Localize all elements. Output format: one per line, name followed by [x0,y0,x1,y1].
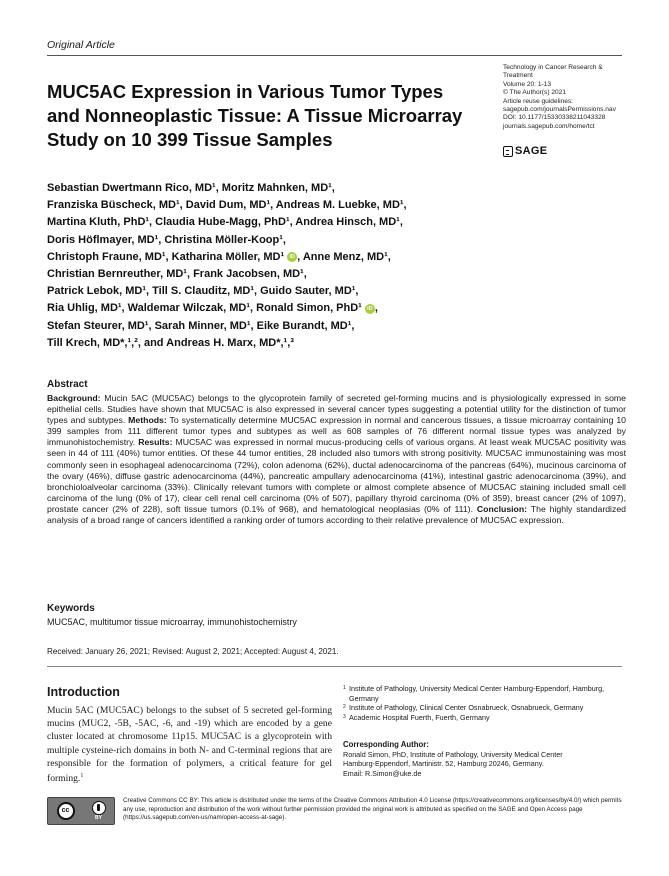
author-line: Stefan Steurer, MD¹, Sarah Minner, MD¹, Eike Burandt, MD¹, [47,319,355,332]
author-list [47,180,527,352]
abstract-methods: To systematically determine MUC5AC expression in normal and cancerous tissues, a tissue microarray containing 10 399 samples from 111 different tumor types and subtypes as well as 608 samples of 76 different normal tissue types was analyzed by immunohistochemistry. [47,415,626,448]
journal-homepage-link[interactable]: journals.sagepub.com/home/tct [503,122,595,130]
journal-info [503,64,633,131]
by-label: BY [95,815,102,821]
abstract-background: Mucin 5AC (MUC5AC) belongs to the glycoprotein family of secreted gel-forming mucins and is physiologically expressed in some epithelial cells. Studies have shown that MUC5AC is also expressed in several cancer types suggesting a potential utility for the distinction of tumor types and subtypes. [47,393,626,426]
author-text: , Anne Menz, MD¹, [297,250,391,263]
cc-by-badge[interactable] [47,797,115,825]
author-line: Sebastian Dwertmann Rico, MD¹, Moritz Mahnken, MD¹, [47,182,335,194]
title-line: Study on 10 399 Tissue Samples [47,129,333,150]
orcid-icon[interactable]: iD [287,252,297,262]
journal-line: © The Author(s) 2021 [503,89,567,97]
abstract-conclusion: The highly standardized analysis of a broad range of cancers identified a ranking order of tumors according to their relative prevalence of MUC5AC expression. [47,503,626,526]
journal-line: Article reuse guidelines: [503,97,574,105]
affiliation-text: Institute of Pathology, University Medical Center Hamburg-Eppendorf, Hamburg, Germany [349,684,605,703]
author-text: Ria Uhlig, MD¹, Waldemar Wilczak, MD¹, Ronald Simon, PhD¹ [47,302,362,315]
author-text: , [374,302,378,315]
author-line: Patrick Lebok, MD¹, Till S. Clauditz, MD¹, Guido Sauter, MD¹, [47,285,359,298]
abstract-results: MUC5AC was expressed in normal mucus-producing cells of various organs. At least weak MUC5AC positivity was seen in 44 of 111 (40%) tumor entities. Of these 44 tumor entities, 28 included also tumors with strong positivity. MUC5AC immunostaining was most commonly seen in esophageal adenocarcinoma (72%), colon adenoma (62%), ductal adenocarcinoma of the pancreas (64%), mucinous carcinoma of the ovary (46%), diffuse gastric adenocarcinoma (44%), pancreatic ampullary adenocarcinoma (41%), intestinal gastric adenocarcinoma (39%), and bronchioloalveolar carcinoma (33%). Clinically relevant tumors with complete or almost complete absence of MUC5AC staining included small cell carcinoma of the lung (0% of 17), clear cell renal cell carcinoma (0% of 507), papillary thyroid carcinoma (0% of 359), breast cancer (2% of 1097), prostate cancer (2% of 228), soft tissue tumors (0.1% of 968), and hematological neoplasias (0% of 111). [47,437,626,514]
section-divider [47,666,622,667]
corresponding-author [343,740,628,778]
author-line: Christian Bernreuther, MD¹, Frank Jacobsen, MD¹, [47,268,307,281]
journal-line: Technology in Cancer Research & [503,64,603,71]
abstract-label-methods: Methods: [128,415,167,426]
affiliation-text: Institute of Pathology, Clinical Center Osnabrueck, Osnabrueck, Germany [349,703,584,713]
license-text: Creative Commons CC BY: This article is distributed under the terms of the Creative Commons Attribution 4.0 License (https://creativecommons.org/licenses/by/4.0/) which permits any use, reproduction and distribution of the work without further permission provided the original work is attributed as specified on the SAGE and Open Access page (https://us.sagepub.com/en-us/nam/open-access-at-sage). [123,797,622,822]
sage-logo [503,145,547,157]
affiliation-number: 3 [343,713,346,720]
by-icon [92,801,106,821]
orcid-icon[interactable]: iD [365,304,375,314]
journal-line: Treatment [503,72,533,80]
sage-logo-icon [503,146,513,157]
license-section [47,797,622,825]
affiliation-item [343,684,628,703]
reference-link[interactable]: 1 [80,773,84,780]
abstract-heading: Abstract [47,379,88,390]
cc-icon: cc [57,802,75,820]
keywords-text: MUC5AC, multitumor tissue microarray, immunohistochemistry [47,617,297,627]
top-divider [47,55,622,56]
author-line: Doris Höflmayer, MD¹, Christina Möller-Koop¹, [47,233,286,246]
abstract-body [47,393,626,526]
abstract-label-conclusion: Conclusion: [476,503,528,514]
person-icon [92,801,106,815]
author-line [47,249,527,266]
introduction-text: Mucin 5AC (MUC5AC) belongs to the subset of 5 secreted gel-forming mucins (MUC2, -5B, -5AC, -6, and -19) which are encoded by a gene cluster located at chromosome 11p15. MUC5AC is a glycoprotein with multiple cysteine-rich domains in both N- and C-terminal regions that are responsible for the formation of polymers, a critical feature for gel forming. [47,705,332,785]
introduction-heading: Introduction [47,685,120,699]
doi[interactable]: DOI: 10.1177/15330338211043328 [503,114,606,122]
affiliations [343,684,628,722]
abstract-label-results: Results: [138,437,173,448]
corresponding-line: Hamburg-Eppendorf, Martinistr. 52, Hamburg 20246, Germany. [343,759,544,769]
corresponding-email[interactable]: Email: R.Simon@uke.de [343,768,422,778]
author-line [47,300,527,317]
author-line: Martina Kluth, PhD¹, Claudia Hube-Magg, PhD¹, Andrea Hinsch, MD¹, [47,216,403,229]
author-line: Franziska Büscheck, MD¹, David Dum, MD¹, Andreas M. Luebke, MD¹, [47,199,407,212]
publisher-name: SAGE [515,145,548,157]
received-dates: Received: January 26, 2021; Revised: August 2, 2021; Accepted: August 4, 2021. [47,647,339,656]
article-type: Original Article [47,39,115,51]
journal-link[interactable]: sagepub.com/journalsPermissions.nav [503,106,616,114]
affiliation-text: Academic Hospital Fuerth, Fuerth, Germany [349,712,490,722]
affiliation-item [343,713,628,723]
journal-line: Volume 20: 1-13 [503,80,552,88]
author-line: Till Krech, MD*,¹,², and Andreas H. Marx, MD*,¹,³ [47,336,294,349]
affiliation-number: 1 [343,685,346,691]
author-text: Christoph Fraune, MD¹, Katharina Möller, MD¹ [47,250,285,263]
affiliation-item [343,703,628,713]
corresponding-line: Ronald Simon, PhD, Institute of Pathology, University Medical Center [343,749,563,759]
abstract-label-background: Background: [47,393,101,403]
introduction-body [47,704,332,785]
title-line: and Nonneoplastic Tissue: A Tissue Microarray [47,105,463,126]
keywords-heading: Keywords [47,603,95,614]
affiliation-number: 2 [343,704,346,711]
corresponding-heading: Corresponding Author: [343,740,429,749]
title-line: MUC5AC Expression in Various Tumor Types [47,81,444,102]
article-title [47,80,492,152]
